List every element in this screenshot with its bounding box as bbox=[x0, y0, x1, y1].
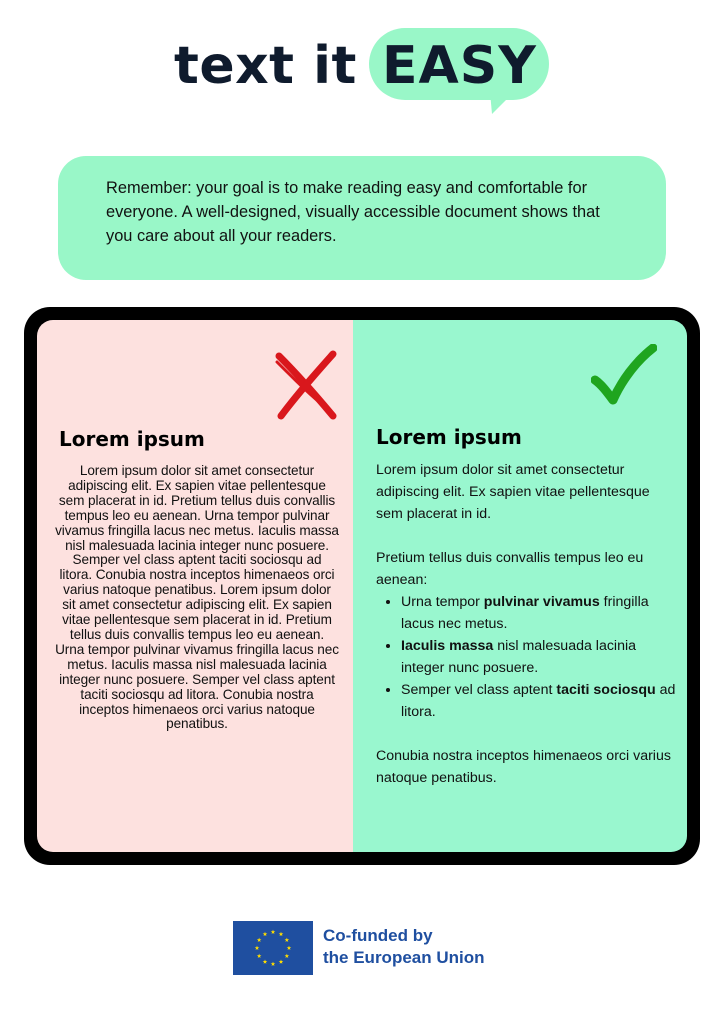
bad-example-title: Lorem ipsum bbox=[59, 427, 205, 451]
logo-highlight: EASY bbox=[382, 36, 537, 96]
good-example-column bbox=[353, 320, 687, 852]
bad-example-body: Lorem ipsum dolor sit amet consectetur adipiscing elit. Ex sapien vitae pellentesque sem placerat in id. Pretium tellus duis convallis tempus leo eu aenean. Urna tempor pulvinar vivamus fringilla lacus nec metus. Iaculis massa nisl malesuada lacinia integer nunc posuere. Semper vel class aptent taciti sociosqu ad litora. Conubia nostra inceptos himenaeos orci varius natoque penatibus. Lorem ipsum dolor sit amet consectetur adipiscing elit. Ex sapien vitae pellentesque sem placerat in id. Pretium tellus duis convallis tempus leo eu aenean. Urna tempor pulvinar vivamus fringilla lacus nec metus. Iaculis massa nisl malesuada lacinia integer nunc posuere. Semper vel class aptent taciti sociosqu ad litora. Conubia nostra inceptos himenaeos orci varius natoque penatibus. bbox=[55, 463, 339, 732]
good-example-paragraph-3: Conubia nostra inceptos himenaeos orci varius natoque penatibus. bbox=[376, 748, 671, 786]
comparison-panel bbox=[24, 307, 700, 865]
good-example-body bbox=[376, 459, 676, 789]
intro-text: Remember: your goal is to make reading easy and comfortable for everyone. A well-designed, visually accessible document shows that you care about all your readers. bbox=[106, 179, 600, 245]
co-funded-label bbox=[323, 925, 485, 969]
bullet-item: • Urna tempor pulvinar vivamus fringilla lacus nec metus. bbox=[401, 591, 676, 635]
logo bbox=[0, 26, 724, 122]
checkmark-icon bbox=[591, 344, 657, 406]
good-example-title: Lorem ipsum bbox=[376, 425, 522, 449]
good-example-paragraph-1: Lorem ipsum dolor sit amet consectetur adipiscing elit. Ex sapien vitae pellentesque sem placerat in id. bbox=[376, 462, 650, 522]
good-example-bullet-list bbox=[376, 591, 676, 723]
good-example-paragraph-2: Pretium tellus duis convallis tempus leo eu aenean: bbox=[376, 550, 644, 588]
cross-icon bbox=[273, 350, 339, 420]
logo-prefix: text it bbox=[174, 36, 357, 96]
bullet-item: • Semper vel class aptent taciti sociosqu ad litora. bbox=[401, 679, 676, 723]
bad-example-column bbox=[37, 320, 353, 852]
intro-callout bbox=[58, 156, 666, 280]
co-funded-line-1: Co-funded by bbox=[323, 926, 433, 945]
eu-flag-icon bbox=[233, 921, 313, 975]
co-funded-line-2: the European Union bbox=[323, 948, 485, 967]
bullet-item: • Iaculis massa nisl malesuada lacinia integer nunc posuere. bbox=[401, 635, 676, 679]
